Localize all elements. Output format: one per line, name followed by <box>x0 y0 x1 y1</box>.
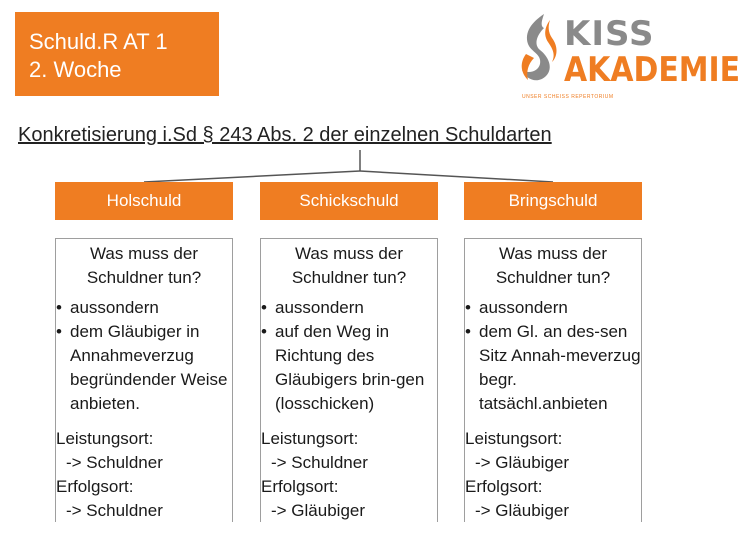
erfolgsort-value: -> Schuldner <box>66 501 163 520</box>
leistungsort-label: Leistungsort: <box>56 429 154 448</box>
question-text: Was muss der Schuldner tun? <box>495 244 611 287</box>
duty-list <box>261 296 437 416</box>
column-body-bringschuld <box>464 238 642 522</box>
logo-word-kiss: KISS <box>564 14 655 54</box>
logo-tagline: UNSER SCHEISS REPERTORIUM <box>522 94 614 100</box>
duty-list <box>56 296 232 416</box>
list-item: • aussondern <box>465 296 641 320</box>
leistungsort-label: Leistungsort: <box>261 429 359 448</box>
column-header-bringschuld: Bringschuld <box>464 182 642 220</box>
erfolgsort-label: Erfolgsort: <box>56 477 134 496</box>
duty-list <box>465 296 641 416</box>
list-item: • aussondern <box>261 296 437 320</box>
connector-right <box>360 171 553 182</box>
place-block <box>56 427 232 523</box>
list-item: • aussondern <box>56 296 232 320</box>
leistungsort-label: Leistungsort: <box>465 429 563 448</box>
question-text: Was muss der Schuldner tun? <box>86 244 202 287</box>
erfolgsort-label: Erfolgsort: <box>465 477 543 496</box>
erfolgsort-label: Erfolgsort: <box>261 477 339 496</box>
column-body-schickschuld <box>260 238 438 522</box>
leistungsort-value: -> Gläubiger <box>475 453 570 472</box>
slide-title-box <box>15 12 219 96</box>
slide-heading: Konkretisierung i.Sd § 243 Abs. 2 der einzelnen Schuldarten <box>18 124 552 146</box>
erfolgsort-value: -> Gläubiger <box>271 501 366 520</box>
erfolgsort-value: -> Gläubiger <box>475 501 570 520</box>
column-header-holschuld: Holschuld <box>55 182 233 220</box>
place-block <box>261 427 437 523</box>
column-body-holschuld <box>55 238 233 522</box>
slide-title-line-2: 2. Woche <box>29 57 122 82</box>
column-header-schickschuld: Schickschuld <box>260 182 438 220</box>
place-block <box>465 427 641 523</box>
question-text: Was muss der Schuldner tun? <box>291 244 407 287</box>
flame-logo-icon <box>514 10 560 90</box>
kiss-akademie-logo <box>508 6 740 102</box>
leistungsort-value: -> Schuldner <box>66 453 163 472</box>
list-item: • dem Gläubiger in Annahmeverzug begründender Weise anbieten. <box>56 320 232 416</box>
logo-word-akademie: AKADEMIE <box>564 50 740 90</box>
list-item: • dem Gl. an des-sen Sitz Annah-meverzug begr. tatsächl.anbieten <box>465 320 641 416</box>
slide-title-line-1: Schuld.R AT 1 <box>29 29 168 54</box>
leistungsort-value: -> Schuldner <box>271 453 368 472</box>
list-item: • auf den Weg in Richtung des Gläubigers brin-gen (losschicken) <box>261 320 437 416</box>
connector-left <box>144 171 360 182</box>
